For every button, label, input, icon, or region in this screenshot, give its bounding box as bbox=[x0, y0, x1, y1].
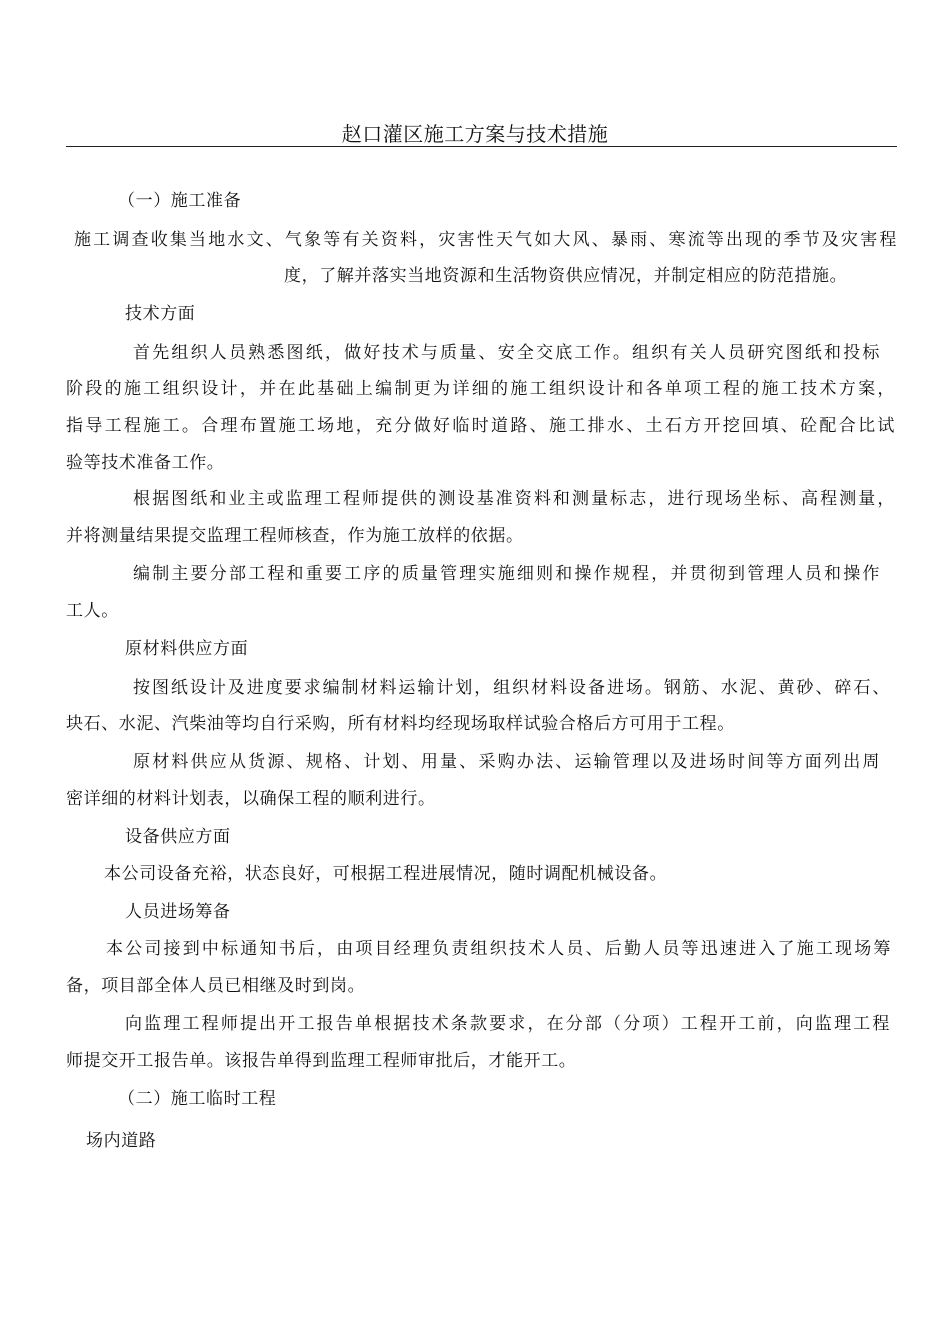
paragraph-line: 指导工程施工。合理布置施工场地，充分做好临时道路、施工排水、土石方开挖回填、砼配合比试 bbox=[66, 416, 895, 436]
paragraph-line: 根据图纸和业主或监理工程师提供的测设基准资料和测量标志，进行现场坐标、高程测量， bbox=[133, 489, 895, 509]
paragraph-line: 备，项目部全体人员已相继及时到岗。 bbox=[66, 976, 366, 996]
section-heading-2: （二）施工临时工程 bbox=[118, 1089, 277, 1109]
paragraph-line: 阶段的施工组织设计，并在此基础上编制更为详细的施工组织设计和各单项工程的施工技术方案， bbox=[66, 379, 895, 399]
paragraph-line: 并将测量结果提交监理工程师核查，作为施工放样的依据。 bbox=[66, 526, 524, 546]
paragraph-line: 师提交开工报告单。该报告单得到监理工程师审批后，才能开工。 bbox=[66, 1051, 577, 1071]
paragraph-line: 施工调查收集当地水文、气象等有关资料，灾害性天气如大风、暴雨、寒流等出现的季节及灾害程 bbox=[74, 230, 897, 250]
paragraph-line: 本公司接到中标通知书后，由项目经理负责组织技术人员、后勤人员等迅速进入了施工现场筹 bbox=[106, 939, 891, 959]
paragraph-line: 度，了解并落实当地资源和生活物资供应情况，并制定相应的防范措施。 bbox=[284, 266, 848, 286]
subheading-equipment: 设备供应方面 bbox=[125, 827, 231, 847]
paragraph-line: 向监理工程师提出开工报告单根据技术条款要求，在分部（分项）工程开工前，向监理工程 bbox=[125, 1014, 890, 1034]
subheading-technical: 技术方面 bbox=[125, 304, 196, 324]
paragraph-line: 原材料供应从货源、规格、计划、用量、采购办法、运输管理以及进场时间等方面列出周 bbox=[133, 752, 880, 772]
paragraph-line: 密详细的材料计划表，以确保工程的顺利进行。 bbox=[66, 789, 436, 809]
paragraph-line: 首先组织人员熟悉图纸，做好技术与质量、安全交底工作。组织有关人员研究图纸和投标 bbox=[133, 343, 880, 363]
subheading-materials: 原材料供应方面 bbox=[125, 639, 249, 659]
paragraph-line: 验等技术准备工作。 bbox=[66, 453, 225, 473]
section-heading-1: （一）施工准备 bbox=[118, 191, 242, 211]
paragraph-line: 工人。 bbox=[66, 601, 119, 621]
paragraph-line: 本公司设备充裕，状态良好，可根据工程进展情况，随时调配机械设备。 bbox=[104, 864, 668, 884]
subheading-personnel: 人员进场筹备 bbox=[125, 902, 231, 922]
title-underline bbox=[66, 146, 897, 147]
document-title: 赵口灌区施工方案与技术措施 bbox=[341, 122, 609, 146]
paragraph-line: 编制主要分部工程和重要工序的质量管理实施细则和操作规程，并贯彻到管理人员和操作 bbox=[133, 564, 880, 584]
paragraph-line: 块石、水泥、汽柴油等均自行采购，所有材料均经现场取样试验合格后方可用于工程。 bbox=[66, 714, 735, 734]
paragraph-line: 按图纸设计及进度要求编制材料运输计划，组织材料设备进场。钢筋、水泥、黄砂、碎石、 bbox=[133, 678, 890, 698]
subheading-site-roads: 场内道路 bbox=[86, 1131, 157, 1151]
